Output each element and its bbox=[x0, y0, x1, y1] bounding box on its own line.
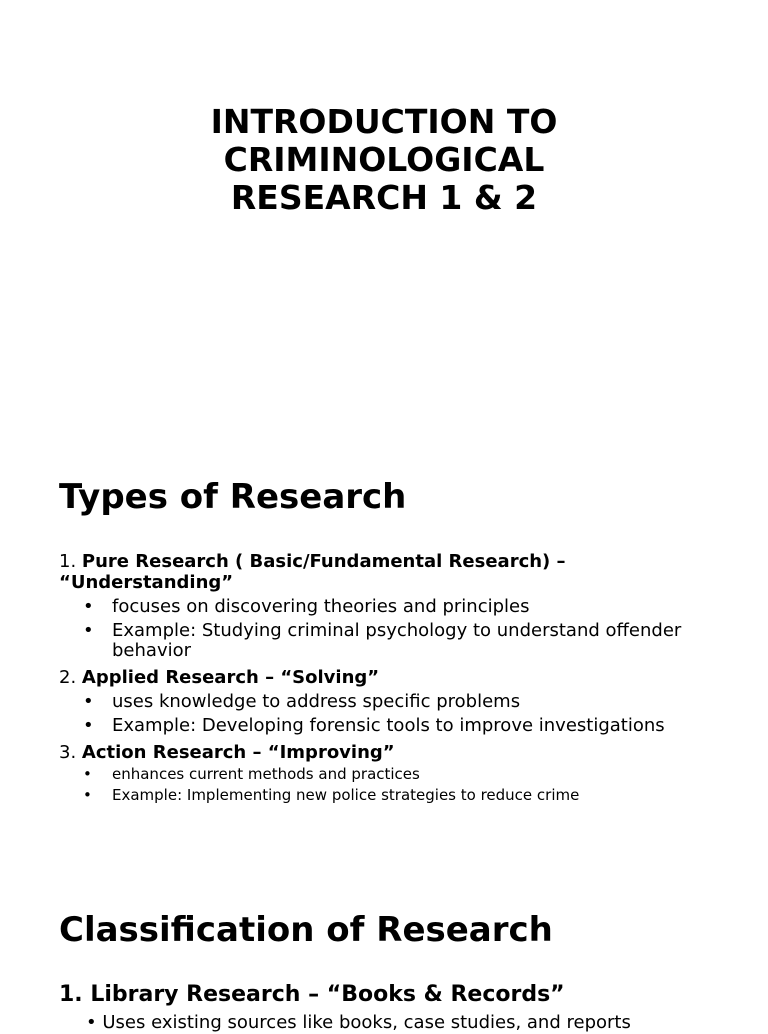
research-type-item bbox=[59, 667, 739, 688]
bullet-icon: • bbox=[86, 1012, 97, 1033]
list-item bbox=[59, 692, 739, 712]
item-number: 2. bbox=[59, 667, 77, 688]
bullet-icon: • bbox=[83, 715, 94, 736]
list-item bbox=[59, 597, 739, 617]
slide-title bbox=[0, 103, 768, 217]
bullet-list bbox=[59, 692, 739, 736]
classification-item-name: 1. Library Research – “Books & Records” bbox=[59, 982, 565, 1007]
types-of-research-list bbox=[59, 551, 739, 805]
bullet-text: Example: Implementing new police strategies to reduce crime bbox=[112, 786, 580, 804]
bullet-list bbox=[59, 765, 739, 805]
bullet-list bbox=[59, 597, 739, 661]
bullet-icon: • bbox=[83, 596, 94, 617]
item-name: Pure Research ( Basic/Fundamental Research) – “Understanding” bbox=[59, 551, 566, 593]
list-item bbox=[86, 1012, 739, 1034]
classification-of-research-heading: Classification of Research bbox=[59, 910, 553, 950]
item-number: 3. bbox=[59, 742, 77, 763]
research-type-item bbox=[59, 742, 739, 763]
research-type-item bbox=[59, 551, 739, 593]
classification-list bbox=[59, 982, 739, 1034]
bullet-icon: • bbox=[83, 786, 92, 804]
item-name: Applied Research – “Solving” bbox=[81, 667, 380, 688]
bullet-icon: • bbox=[83, 620, 94, 641]
bullet-icon: • bbox=[83, 691, 94, 712]
bullet-text: focuses on discovering theories and principles bbox=[112, 596, 530, 617]
slide-title-line-2: CRIMINOLOGICAL bbox=[223, 140, 545, 179]
item-number: 1. bbox=[59, 551, 77, 572]
list-item bbox=[59, 621, 739, 661]
types-of-research-heading: Types of Research bbox=[59, 477, 407, 517]
list-item bbox=[59, 786, 739, 805]
bullet-text: Example: Developing forensic tools to improve investigations bbox=[112, 715, 665, 736]
list-item bbox=[59, 716, 739, 736]
item-name: Action Research – “Improving” bbox=[81, 742, 395, 763]
bullet-icon: • bbox=[83, 765, 92, 783]
bullet-text: uses knowledge to address specific problems bbox=[112, 691, 521, 712]
bullet-text: Example: Studying criminal psychology to understand offender behavior bbox=[112, 620, 682, 661]
slide-title-line-1: INTRODUCTION TO bbox=[210, 102, 558, 141]
bullet-text: enhances current methods and practices bbox=[112, 765, 420, 783]
list-item bbox=[59, 765, 739, 784]
slide-title-line-3: RESEARCH 1 & 2 bbox=[230, 178, 538, 217]
bullet-text: Uses existing sources like books, case studies, and reports bbox=[102, 1012, 631, 1033]
